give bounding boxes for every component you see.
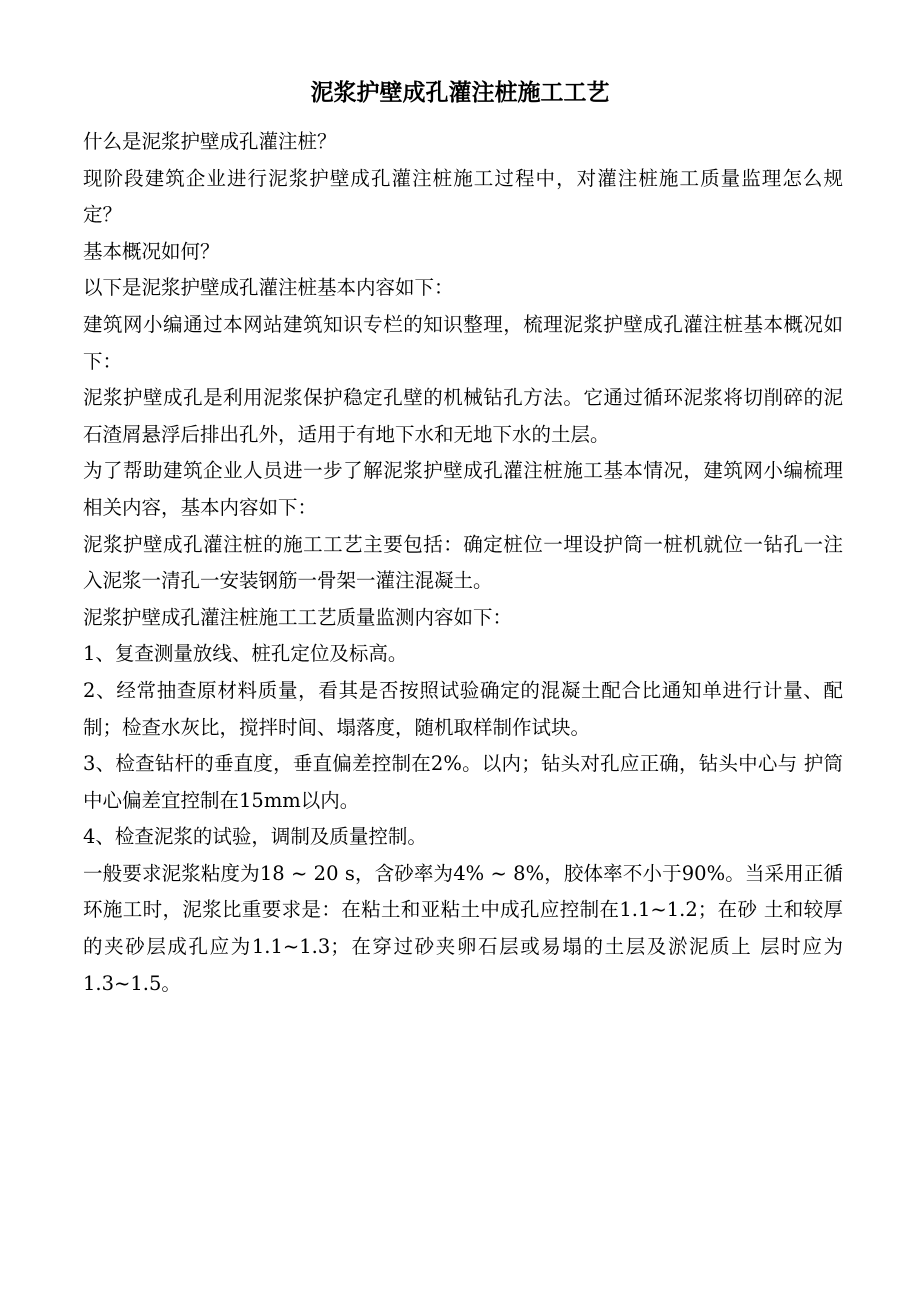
- paragraph-intro: 以下是泥浆护壁成孔灌注桩基本内容如下：: [83, 276, 454, 300]
- paragraph-question-overview: 基本概况如何？: [83, 239, 220, 263]
- paragraph-mud-requirements: 一般要求泥浆粘度为18 ~ 20 s，含砂率为4% ~ 8%，胶体率不小于90%。当采用正循环施工时，泥浆比重要求是：在粘土和亚粘土中成孔应控制在1.1~1.2；在砂 土和较厚的夹砂层成孔应为1.1~1.3；在穿过砂夹卵石层或易塌的土层及淤泥质上 层时应为1.3~1.5。: [83, 861, 843, 995]
- list-item-1: 1、复查测量放线、桩孔定位及标高。: [83, 642, 408, 666]
- document-title: 泥浆护壁成孔灌注桩施工工艺: [310, 80, 610, 106]
- paragraph-definition: 泥浆护壁成孔是利用泥浆保护稳定孔壁的机械钻孔方法。它通过循环泥浆将切削碎的泥石渣屑悬浮后排出孔外，适用于有地下水和无地下水的土层。: [83, 386, 843, 446]
- paragraph-purpose: 为了帮助建筑企业人员进一步了解泥浆护壁成孔灌注桩施工基本情况，建筑网小编梳理相关内容，基本内容如下：: [83, 459, 843, 519]
- paragraph-process-steps: 泥浆护壁成孔灌注桩的施工工艺主要包括：确定桩位一埋设护筒一桩机就位一钻孔一注入泥浆一清孔一安装钢筋一骨架一灌注混凝土。: [83, 532, 843, 593]
- paragraph-editor-summary: 建筑网小编通过本网站建筑知识专栏的知识整理，梳理泥浆护壁成孔灌注桩基本概况如下：: [83, 312, 843, 373]
- document-body: [83, 124, 843, 1002]
- list-item-3: 3、检查钻杆的垂直度，垂直偏差控制在2%。以内；钻头对孔应正确，钻头中心与 护筒中心偏差宜控制在15mm以内。: [83, 752, 843, 812]
- paragraph-question-what: 什么是泥浆护壁成孔灌注桩？: [83, 130, 337, 153]
- paragraph-monitoring-intro: 泥浆护壁成孔灌注桩施工工艺质量监测内容如下：: [83, 605, 513, 629]
- paragraph-question-regulation: 现阶段建筑企业进行泥浆护壁成孔灌注桩施工过程中，对灌注桩施工质量监理怎么规定？: [83, 166, 843, 227]
- list-item-4: 4、检查泥浆的试验，调制及质量控制。: [83, 825, 427, 849]
- list-item-2: 2、经常抽查原材料质量，看其是否按照试验确定的混凝土配合比通知单进行计量、配制；检查水灰比，搅拌时间、塌落度，随机取样制作试块。: [83, 678, 843, 739]
